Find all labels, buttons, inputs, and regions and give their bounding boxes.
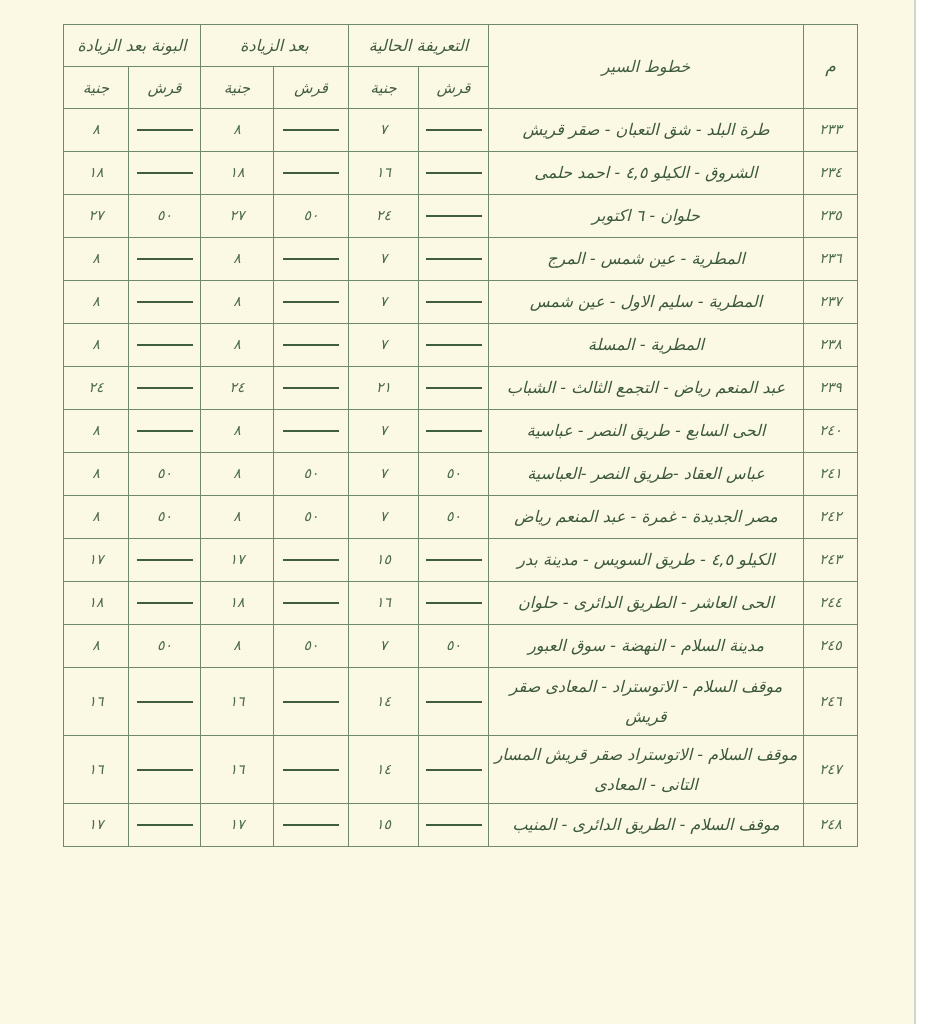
cell-new-pound: ١٨ xyxy=(201,582,274,625)
table-row xyxy=(64,367,858,410)
table-row xyxy=(64,582,858,625)
cell-serial: ٢٣٤ xyxy=(804,152,858,195)
cell-ticket-pound: ١٧ xyxy=(64,539,129,582)
cell-serial: ٢٣٥ xyxy=(804,195,858,238)
cell-new-pound: ٨ xyxy=(201,410,274,453)
cell-current-pound: ١٤ xyxy=(349,736,419,804)
cell-serial: ٢٣٣ xyxy=(804,109,858,152)
empty-dash xyxy=(137,824,193,826)
cell-serial: ٢٤٦ xyxy=(804,668,858,736)
cell-current-qirsh xyxy=(419,539,489,582)
cell-serial: ٢٤٢ xyxy=(804,496,858,539)
table-row xyxy=(64,109,858,152)
cell-route: المطرية - عين شمس - المرج xyxy=(489,238,804,281)
empty-dash xyxy=(137,129,193,131)
cell-ticket-qirsh xyxy=(129,410,201,453)
cell-serial: ٢٤٧ xyxy=(804,736,858,804)
cell-ticket-qirsh: ٥٠ xyxy=(129,496,201,539)
cell-serial: ٢٣٦ xyxy=(804,238,858,281)
cell-new-qirsh xyxy=(274,539,349,582)
cell-current-qirsh: ٥٠ xyxy=(419,496,489,539)
cell-new-qirsh: ٥٠ xyxy=(274,496,349,539)
cell-ticket-qirsh xyxy=(129,281,201,324)
cell-ticket-qirsh xyxy=(129,539,201,582)
cell-new-qirsh xyxy=(274,582,349,625)
empty-dash xyxy=(283,258,339,260)
cell-serial: ٢٤٨ xyxy=(804,804,858,847)
empty-dash xyxy=(137,344,193,346)
cell-current-pound: ٧ xyxy=(349,324,419,367)
cell-current-pound: ١٥ xyxy=(349,539,419,582)
cell-current-qirsh xyxy=(419,736,489,804)
empty-dash xyxy=(426,430,482,432)
cell-current-qirsh xyxy=(419,109,489,152)
cell-new-qirsh xyxy=(274,736,349,804)
cell-new-pound: ١٨ xyxy=(201,152,274,195)
empty-dash xyxy=(283,430,339,432)
empty-dash xyxy=(283,769,339,771)
empty-dash xyxy=(426,129,482,131)
table-row xyxy=(64,625,858,668)
cell-new-pound: ٨ xyxy=(201,625,274,668)
cell-new-qirsh xyxy=(274,668,349,736)
empty-dash xyxy=(137,258,193,260)
header-current-pound: جنية xyxy=(349,67,419,109)
header-route: خطوط السير xyxy=(489,25,804,109)
empty-dash xyxy=(137,301,193,303)
cell-ticket-qirsh: ٥٠ xyxy=(129,625,201,668)
cell-new-qirsh xyxy=(274,281,349,324)
cell-ticket-qirsh xyxy=(129,367,201,410)
cell-new-pound: ٨ xyxy=(201,281,274,324)
cell-current-pound: ١٦ xyxy=(349,582,419,625)
empty-dash xyxy=(426,769,482,771)
cell-serial: ٢٤٣ xyxy=(804,539,858,582)
cell-ticket-qirsh: ٥٠ xyxy=(129,195,201,238)
cell-current-pound: ٧ xyxy=(349,281,419,324)
cell-new-qirsh xyxy=(274,324,349,367)
cell-ticket-qirsh xyxy=(129,582,201,625)
cell-current-qirsh xyxy=(419,668,489,736)
cell-ticket-pound: ١٧ xyxy=(64,804,129,847)
cell-new-pound: ٨ xyxy=(201,453,274,496)
cell-route: موقف السلام - الطريق الدائرى - المنيب xyxy=(489,804,804,847)
table-row xyxy=(64,736,858,804)
cell-ticket-qirsh xyxy=(129,152,201,195)
cell-current-qirsh xyxy=(419,367,489,410)
empty-dash xyxy=(283,301,339,303)
empty-dash xyxy=(426,344,482,346)
empty-dash xyxy=(426,258,482,260)
cell-current-pound: ٧ xyxy=(349,410,419,453)
cell-route: المطرية - سليم الاول - عين شمس xyxy=(489,281,804,324)
cell-current-pound: ٧ xyxy=(349,238,419,281)
cell-current-pound: ٧ xyxy=(349,625,419,668)
cell-route: الحى العاشر - الطريق الدائرى - حلوان xyxy=(489,582,804,625)
cell-ticket-qirsh xyxy=(129,668,201,736)
cell-serial: ٢٤٠ xyxy=(804,410,858,453)
cell-current-pound: ٧ xyxy=(349,496,419,539)
cell-new-qirsh xyxy=(274,367,349,410)
table-row xyxy=(64,453,858,496)
table-row xyxy=(64,539,858,582)
cell-serial: ٢٤١ xyxy=(804,453,858,496)
header-serial: م xyxy=(804,25,858,109)
cell-current-pound: ٢١ xyxy=(349,367,419,410)
cell-current-qirsh xyxy=(419,324,489,367)
table-row xyxy=(64,195,858,238)
cell-route: موقف السلام - الاتوستراد صقر قريش المسار التانى - المعادى xyxy=(489,736,804,804)
cell-serial: ٢٣٩ xyxy=(804,367,858,410)
empty-dash xyxy=(283,701,339,703)
cell-route: الحى السابع - طريق النصر - عباسية xyxy=(489,410,804,453)
cell-new-qirsh xyxy=(274,152,349,195)
cell-ticket-pound: ٢٤ xyxy=(64,367,129,410)
cell-route: حلوان - ٦ اكتوبر xyxy=(489,195,804,238)
cell-new-pound: ٨ xyxy=(201,324,274,367)
cell-current-pound: ١٥ xyxy=(349,804,419,847)
cell-serial: ٢٣٧ xyxy=(804,281,858,324)
header-new-pound: جنية xyxy=(201,67,274,109)
cell-new-qirsh xyxy=(274,410,349,453)
table-row xyxy=(64,410,858,453)
empty-dash xyxy=(426,602,482,604)
cell-current-pound: ٧ xyxy=(349,453,419,496)
empty-dash xyxy=(137,769,193,771)
table-row xyxy=(64,152,858,195)
cell-new-pound: ٨ xyxy=(201,238,274,281)
empty-dash xyxy=(426,387,482,389)
table-row xyxy=(64,496,858,539)
cell-ticket-pound: ٨ xyxy=(64,281,129,324)
cell-new-qirsh: ٥٠ xyxy=(274,453,349,496)
cell-current-qirsh xyxy=(419,152,489,195)
empty-dash xyxy=(426,701,482,703)
header-ticket-pound: جنية xyxy=(64,67,129,109)
cell-new-pound: ٢٤ xyxy=(201,367,274,410)
cell-current-qirsh: ٥٠ xyxy=(419,625,489,668)
cell-new-qirsh xyxy=(274,804,349,847)
cell-route: مدينة السلام - النهضة - سوق العبور xyxy=(489,625,804,668)
cell-current-qirsh xyxy=(419,195,489,238)
cell-serial: ٢٣٨ xyxy=(804,324,858,367)
table-row xyxy=(64,324,858,367)
cell-route: عبد المنعم رياض - التجمع الثالث - الشباب xyxy=(489,367,804,410)
cell-current-pound: ٢٤ xyxy=(349,195,419,238)
table-body xyxy=(64,109,858,847)
header-ticket-qirsh: قرش xyxy=(129,67,201,109)
cell-new-pound: ١٦ xyxy=(201,668,274,736)
cell-ticket-pound: ٨ xyxy=(64,496,129,539)
cell-route: الشروق - الكيلو ٤,٥ - احمد حلمى xyxy=(489,152,804,195)
header-after-increase: بعد الزيادة xyxy=(201,25,349,67)
cell-route: عباس العقاد -طريق النصر -العباسية xyxy=(489,453,804,496)
cell-ticket-qirsh xyxy=(129,736,201,804)
cell-ticket-pound: ١٦ xyxy=(64,736,129,804)
cell-current-qirsh xyxy=(419,410,489,453)
empty-dash xyxy=(283,559,339,561)
cell-current-qirsh: ٥٠ xyxy=(419,453,489,496)
empty-dash xyxy=(137,172,193,174)
cell-new-pound: ١٧ xyxy=(201,539,274,582)
cell-current-pound: ١٤ xyxy=(349,668,419,736)
cell-ticket-pound: ٨ xyxy=(64,109,129,152)
cell-new-pound: ٨ xyxy=(201,109,274,152)
empty-dash xyxy=(426,301,482,303)
cell-current-qirsh xyxy=(419,804,489,847)
cell-ticket-pound: ٨ xyxy=(64,324,129,367)
cell-ticket-pound: ٨ xyxy=(64,453,129,496)
table-row xyxy=(64,804,858,847)
cell-ticket-qirsh xyxy=(129,109,201,152)
cell-ticket-pound: ٨ xyxy=(64,238,129,281)
cell-ticket-qirsh xyxy=(129,324,201,367)
empty-dash xyxy=(137,430,193,432)
cell-current-pound: ٧ xyxy=(349,109,419,152)
cell-route: الكيلو ٤,٥ - طريق السويس - مدينة بدر xyxy=(489,539,804,582)
empty-dash xyxy=(137,387,193,389)
table-row xyxy=(64,281,858,324)
cell-ticket-pound: ١٦ xyxy=(64,668,129,736)
empty-dash xyxy=(426,172,482,174)
cell-serial: ٢٤٥ xyxy=(804,625,858,668)
header-ticket-after-increase: البونة بعد الزيادة xyxy=(64,25,201,67)
cell-route: موقف السلام - الاتوستراد - المعادى صقر قريش xyxy=(489,668,804,736)
fare-table xyxy=(63,24,858,847)
empty-dash xyxy=(137,559,193,561)
cell-ticket-pound: ٨ xyxy=(64,625,129,668)
cell-ticket-pound: ٢٧ xyxy=(64,195,129,238)
empty-dash xyxy=(137,701,193,703)
empty-dash xyxy=(283,387,339,389)
cell-ticket-qirsh xyxy=(129,238,201,281)
cell-current-qirsh xyxy=(419,582,489,625)
cell-new-qirsh: ٥٠ xyxy=(274,195,349,238)
cell-ticket-pound: ١٨ xyxy=(64,582,129,625)
header-current-qirsh: قرش xyxy=(419,67,489,109)
cell-new-pound: ١٧ xyxy=(201,804,274,847)
cell-route: مصر الجديدة - غمرة - عبد المنعم رياض xyxy=(489,496,804,539)
empty-dash xyxy=(426,824,482,826)
cell-new-pound: ٨ xyxy=(201,496,274,539)
cell-ticket-qirsh: ٥٠ xyxy=(129,453,201,496)
cell-current-qirsh xyxy=(419,238,489,281)
cell-new-pound: ١٦ xyxy=(201,736,274,804)
cell-ticket-qirsh xyxy=(129,804,201,847)
empty-dash xyxy=(137,602,193,604)
empty-dash xyxy=(283,602,339,604)
empty-dash xyxy=(426,559,482,561)
cell-current-qirsh xyxy=(419,281,489,324)
table-header xyxy=(64,25,858,109)
empty-dash xyxy=(283,824,339,826)
empty-dash xyxy=(283,129,339,131)
table-row xyxy=(64,668,858,736)
cell-ticket-pound: ٨ xyxy=(64,410,129,453)
cell-route: المطرية - المسلة xyxy=(489,324,804,367)
table-row xyxy=(64,238,858,281)
cell-current-pound: ١٦ xyxy=(349,152,419,195)
cell-new-pound: ٢٧ xyxy=(201,195,274,238)
empty-dash xyxy=(283,172,339,174)
empty-dash xyxy=(283,344,339,346)
cell-serial: ٢٤٤ xyxy=(804,582,858,625)
cell-new-qirsh xyxy=(274,109,349,152)
cell-new-qirsh: ٥٠ xyxy=(274,625,349,668)
cell-new-qirsh xyxy=(274,238,349,281)
header-current-fare: التعريفة الحالية xyxy=(349,25,489,67)
empty-dash xyxy=(426,215,482,217)
header-new-qirsh: قرش xyxy=(274,67,349,109)
cell-route: طرة البلد - شق التعبان - صقر قريش xyxy=(489,109,804,152)
cell-ticket-pound: ١٨ xyxy=(64,152,129,195)
